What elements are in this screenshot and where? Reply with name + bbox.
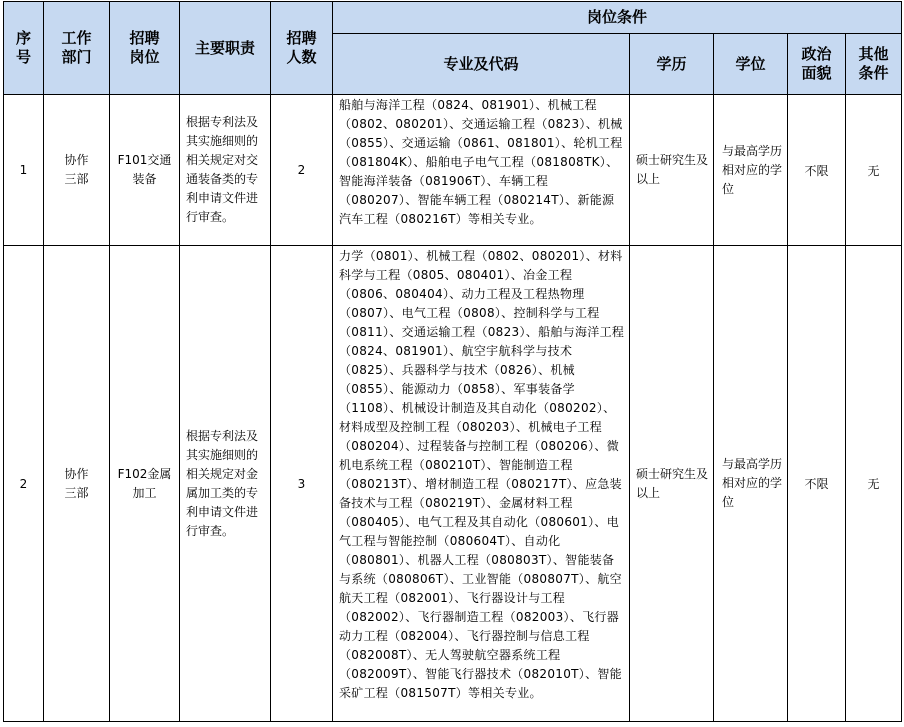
header-degree: 学位 (714, 34, 788, 95)
recruitment-table (3, 1, 902, 722)
header-dept: 工作部门 (44, 2, 110, 95)
cell-count: 2 (271, 95, 333, 246)
header-duties: 主要职责 (180, 2, 271, 95)
cell-seq: 1 (4, 95, 44, 246)
header-political: 政治面貌 (788, 34, 846, 95)
cell-position: F101交通装备 (110, 95, 180, 246)
cell-dept: 协作三部 (44, 246, 110, 722)
cell-duties: 根据专利法及其实施细则的相关规定对金属加工类的专利申请文件进行审查。 (180, 246, 271, 722)
cell-education: 硕士研究生及以上 (630, 95, 714, 246)
cell-duties: 根据专利法及其实施细则的相关规定对交通装备类的专利申请文件进行审查。 (180, 95, 271, 246)
cell-count: 3 (271, 246, 333, 722)
cell-degree: 与最高学历相对应的学位 (714, 246, 788, 722)
cell-position: F102金属加工 (110, 246, 180, 722)
cell-major: 力学（0801）、机械工程（0802、080201）、材料科学与工程（0805、080401）、冶金工程（0806、080404）、动力工程及工程热物理（0807）、电气工程（0808）、控制科学与工程（0811）、交通运输工程（0823）、船舶与海洋工程（0824、081901）、航空宇航科学与技术（0825）、兵器科学与技术（0826）、机械（0855）、能源动力（0858）、军事装备学（1108）、机械设计制造及其自动化（080202）、材料成型及控制工程（080203）、机械电子工程（080204）、过程装备与控制工程（080206）、微机电系统工程（080210T）、智能制造工程（080213T）、增材制造工程（080217T）、应急装备技术与工程（080219T）、金属材料工程（080405）、电气工程及其自动化（080601）、电气工程与智能控制（080604T）、自动化（080801）、机器人工程（080803T）、智能装备与系统（080806T）、工业智能（080807T）、航空航天工程（082001）、飞行器设计与工程（082002）、飞行器制造工程（082003）、飞行器动力工程（082004）、飞行器控制与信息工程（082008T）、无人驾驶航空器系统工程（082009T）、智能飞行器技术（082010T）、智能采矿工程（081507T）等相关专业。 (333, 246, 630, 722)
table-row (4, 246, 902, 722)
table-row (4, 95, 902, 246)
cell-dept: 协作三部 (44, 95, 110, 246)
header-major: 专业及代码 (333, 34, 630, 95)
cell-other: 无 (846, 246, 902, 722)
header-education: 学历 (630, 34, 714, 95)
header-seq: 序号 (4, 2, 44, 95)
cell-political: 不限 (788, 95, 846, 246)
header-other: 其他条件 (846, 34, 902, 95)
cell-political: 不限 (788, 246, 846, 722)
header-position: 招聘岗位 (110, 2, 180, 95)
cell-major: 船舶与海洋工程（0824、081901）、机械工程（0802、080201）、交通运输工程（0823）、机械（0855）、交通运输（0861、081801）、轮机工程（081804K）、船舶电子电气工程（081808TK）、智能海洋装备（081906T）、车辆工程（080207）、智能车辆工程（080214T）、新能源汽车工程（080216T）等相关专业。 (333, 95, 630, 246)
header-row-top (4, 2, 902, 34)
header-count: 招聘人数 (271, 2, 333, 95)
cell-degree: 与最高学历相对应的学位 (714, 95, 788, 246)
cell-education: 硕士研究生及以上 (630, 246, 714, 722)
cell-seq: 2 (4, 246, 44, 722)
header-conditions: 岗位条件 (333, 2, 902, 34)
cell-other: 无 (846, 95, 902, 246)
